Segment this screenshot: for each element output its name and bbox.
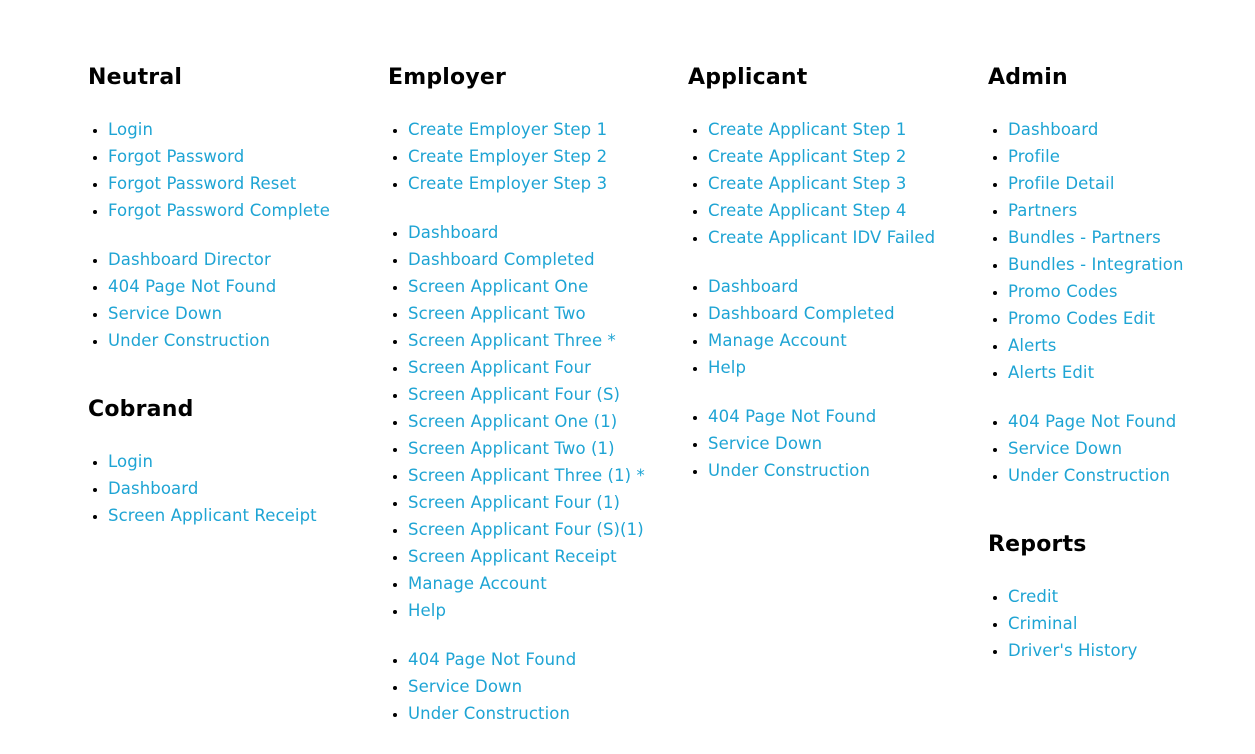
- list-item: [408, 570, 678, 597]
- list-item: [408, 327, 678, 354]
- list-item: [1008, 143, 1255, 170]
- section-heading: Cobrand: [88, 397, 194, 422]
- section-reports: [988, 529, 1255, 664]
- list-item: [408, 354, 678, 381]
- link-employer-screen-applicant-four-s-1[interactable]: Screen Applicant Four (S)(1): [408, 520, 644, 539]
- section-employer: [388, 62, 678, 727]
- link-admin-under-construction[interactable]: Under Construction: [1008, 466, 1171, 485]
- list-item: [108, 273, 378, 300]
- list-item: [408, 516, 678, 543]
- list-item: [1008, 583, 1255, 610]
- link-employer-screen-applicant-one-1[interactable]: Screen Applicant One (1): [408, 412, 618, 431]
- link-employer-screen-applicant-one[interactable]: Screen Applicant One: [408, 277, 589, 296]
- list-item: [1008, 435, 1255, 462]
- link-list: [988, 583, 1255, 664]
- list-item: [408, 435, 678, 462]
- list-item: [1008, 170, 1255, 197]
- link-list: [88, 448, 378, 529]
- link-list: [388, 219, 678, 624]
- link-admin-bundles-partners[interactable]: Bundles - Partners: [1008, 228, 1161, 247]
- list-item: [408, 489, 678, 516]
- link-employer-screen-applicant-two-1[interactable]: Screen Applicant Two (1): [408, 439, 615, 458]
- list-item: [408, 673, 678, 700]
- list-item: [408, 300, 678, 327]
- list-item: [1008, 332, 1255, 359]
- list-item: [108, 475, 378, 502]
- link-admin-promo-codes-edit[interactable]: Promo Codes Edit: [1008, 309, 1156, 328]
- list-item: [108, 448, 378, 475]
- list-item: [708, 354, 978, 381]
- link-list: [988, 408, 1255, 489]
- list-item: [1008, 637, 1255, 664]
- list-item: [408, 462, 678, 489]
- link-applicant-service-down[interactable]: Service Down: [708, 434, 823, 453]
- link-cobrand-screen-applicant-receipt[interactable]: Screen Applicant Receipt: [108, 506, 317, 525]
- list-item: [708, 300, 978, 327]
- link-neutral-forgot-password[interactable]: Forgot Password: [108, 147, 245, 166]
- list-item: [108, 246, 378, 273]
- link-applicant-create-applicant-step-3[interactable]: Create Applicant Step 3: [708, 174, 907, 193]
- link-applicant-help[interactable]: Help: [708, 358, 747, 377]
- list-item: [108, 143, 378, 170]
- section-admin: [988, 62, 1255, 489]
- section-heading: Admin: [988, 65, 1068, 90]
- link-list: [388, 116, 678, 197]
- link-applicant-create-applicant-idv-failed[interactable]: Create Applicant IDV Failed: [708, 228, 936, 247]
- list-item: [408, 246, 678, 273]
- list-item: [1008, 116, 1255, 143]
- link-cobrand-dashboard[interactable]: Dashboard: [108, 479, 199, 498]
- list-item: [408, 646, 678, 673]
- link-employer-create-employer-step-3[interactable]: Create Employer Step 3: [408, 174, 608, 193]
- link-employer-screen-applicant-two[interactable]: Screen Applicant Two: [408, 304, 586, 323]
- link-admin-bundles-integration[interactable]: Bundles - Integration: [1008, 255, 1184, 274]
- link-admin-alerts[interactable]: Alerts: [1008, 336, 1057, 355]
- link-list: [688, 403, 978, 484]
- list-item: [1008, 610, 1255, 637]
- list-item: [1008, 359, 1255, 386]
- list-item: [1008, 278, 1255, 305]
- link-employer-help[interactable]: Help: [408, 601, 447, 620]
- list-item: [708, 116, 978, 143]
- section-neutral: [88, 62, 378, 354]
- section-cobrand: [88, 394, 378, 529]
- link-admin-profile[interactable]: Profile: [1008, 147, 1061, 166]
- link-list: [388, 646, 678, 727]
- link-list: [988, 116, 1255, 386]
- link-list: [688, 273, 978, 381]
- column-4: [988, 62, 1255, 664]
- list-item: [408, 408, 678, 435]
- link-employer-create-employer-step-1[interactable]: Create Employer Step 1: [408, 120, 608, 139]
- link-cobrand-login[interactable]: Login: [108, 452, 154, 471]
- link-employer-screen-applicant-four-s[interactable]: Screen Applicant Four (S): [408, 385, 621, 404]
- link-neutral-service-down[interactable]: Service Down: [108, 304, 223, 323]
- link-applicant-manage-account[interactable]: Manage Account: [708, 331, 847, 350]
- list-item: [708, 403, 978, 430]
- link-neutral-under-construction[interactable]: Under Construction: [108, 331, 271, 350]
- link-neutral-login[interactable]: Login: [108, 120, 154, 139]
- list-item: [108, 327, 378, 354]
- list-item: [408, 143, 678, 170]
- link-employer-screen-applicant-three[interactable]: Screen Applicant Three *: [408, 331, 616, 350]
- list-item: [1008, 197, 1255, 224]
- list-item: [108, 197, 378, 224]
- link-list: [688, 116, 978, 251]
- section-heading: Neutral: [88, 65, 183, 90]
- list-item: [708, 224, 978, 251]
- link-employer-screen-applicant-three-1[interactable]: Screen Applicant Three (1) *: [408, 466, 645, 485]
- link-neutral-forgot-password-complete[interactable]: Forgot Password Complete: [108, 201, 331, 220]
- list-item: [408, 597, 678, 624]
- link-applicant-create-applicant-step-2[interactable]: Create Applicant Step 2: [708, 147, 907, 166]
- list-item: [708, 170, 978, 197]
- list-item: [408, 219, 678, 246]
- list-item: [108, 300, 378, 327]
- link-applicant-404-page-not-found[interactable]: 404 Page Not Found: [708, 407, 877, 426]
- link-reports-driver-s-history[interactable]: Driver's History: [1008, 641, 1138, 660]
- link-applicant-create-applicant-step-4[interactable]: Create Applicant Step 4: [708, 201, 907, 220]
- link-admin-alerts-edit[interactable]: Alerts Edit: [1008, 363, 1095, 382]
- column-3: [688, 62, 978, 484]
- link-employer-screen-applicant-four-1[interactable]: Screen Applicant Four (1): [408, 493, 621, 512]
- list-item: [708, 457, 978, 484]
- link-admin-promo-codes[interactable]: Promo Codes: [1008, 282, 1118, 301]
- link-admin-partners[interactable]: Partners: [1008, 201, 1078, 220]
- list-item: [408, 116, 678, 143]
- list-item: [408, 700, 678, 727]
- link-reports-credit[interactable]: Credit: [1008, 587, 1059, 606]
- list-item: [708, 197, 978, 224]
- list-item: [1008, 408, 1255, 435]
- column-2: [388, 62, 678, 727]
- list-item: [1008, 251, 1255, 278]
- link-neutral-404-page-not-found[interactable]: 404 Page Not Found: [108, 277, 277, 296]
- list-item: [108, 170, 378, 197]
- list-item: [408, 273, 678, 300]
- link-applicant-under-construction[interactable]: Under Construction: [708, 461, 871, 480]
- section-heading: Applicant: [688, 65, 808, 90]
- link-admin-dashboard[interactable]: Dashboard: [1008, 120, 1099, 139]
- link-employer-screen-applicant-receipt[interactable]: Screen Applicant Receipt: [408, 547, 617, 566]
- list-item: [108, 502, 378, 529]
- link-neutral-dashboard-director[interactable]: Dashboard Director: [108, 250, 271, 269]
- list-item: [708, 327, 978, 354]
- list-item: [408, 381, 678, 408]
- list-item: [408, 543, 678, 570]
- list-item: [1008, 305, 1255, 332]
- section-applicant: [688, 62, 978, 484]
- link-applicant-create-applicant-step-1[interactable]: Create Applicant Step 1: [708, 120, 907, 139]
- link-applicant-dashboard[interactable]: Dashboard: [708, 277, 799, 296]
- link-admin-404-page-not-found[interactable]: 404 Page Not Found: [1008, 412, 1177, 431]
- list-item: [1008, 462, 1255, 489]
- column-1: [88, 62, 378, 529]
- link-employer-under-construction[interactable]: Under Construction: [408, 704, 571, 723]
- link-employer-dashboard[interactable]: Dashboard: [408, 223, 499, 242]
- link-neutral-forgot-password-reset[interactable]: Forgot Password Reset: [108, 174, 297, 193]
- link-list: [88, 116, 378, 224]
- link-employer-dashboard-completed[interactable]: Dashboard Completed: [408, 250, 595, 269]
- link-employer-service-down[interactable]: Service Down: [408, 677, 523, 696]
- link-employer-screen-applicant-four[interactable]: Screen Applicant Four: [408, 358, 592, 377]
- section-heading: Reports: [988, 532, 1087, 557]
- list-item: [708, 273, 978, 300]
- link-reports-criminal[interactable]: Criminal: [1008, 614, 1078, 633]
- list-item: [108, 116, 378, 143]
- list-item: [1008, 224, 1255, 251]
- link-admin-profile-detail[interactable]: Profile Detail: [1008, 174, 1115, 193]
- link-list: [88, 246, 378, 354]
- list-item: [708, 143, 978, 170]
- link-admin-service-down[interactable]: Service Down: [1008, 439, 1123, 458]
- link-employer-manage-account[interactable]: Manage Account: [408, 574, 547, 593]
- list-item: [708, 430, 978, 457]
- link-employer-create-employer-step-2[interactable]: Create Employer Step 2: [408, 147, 608, 166]
- link-applicant-dashboard-completed[interactable]: Dashboard Completed: [708, 304, 895, 323]
- section-heading: Employer: [388, 65, 507, 90]
- list-item: [408, 170, 678, 197]
- link-employer-404-page-not-found[interactable]: 404 Page Not Found: [408, 650, 577, 669]
